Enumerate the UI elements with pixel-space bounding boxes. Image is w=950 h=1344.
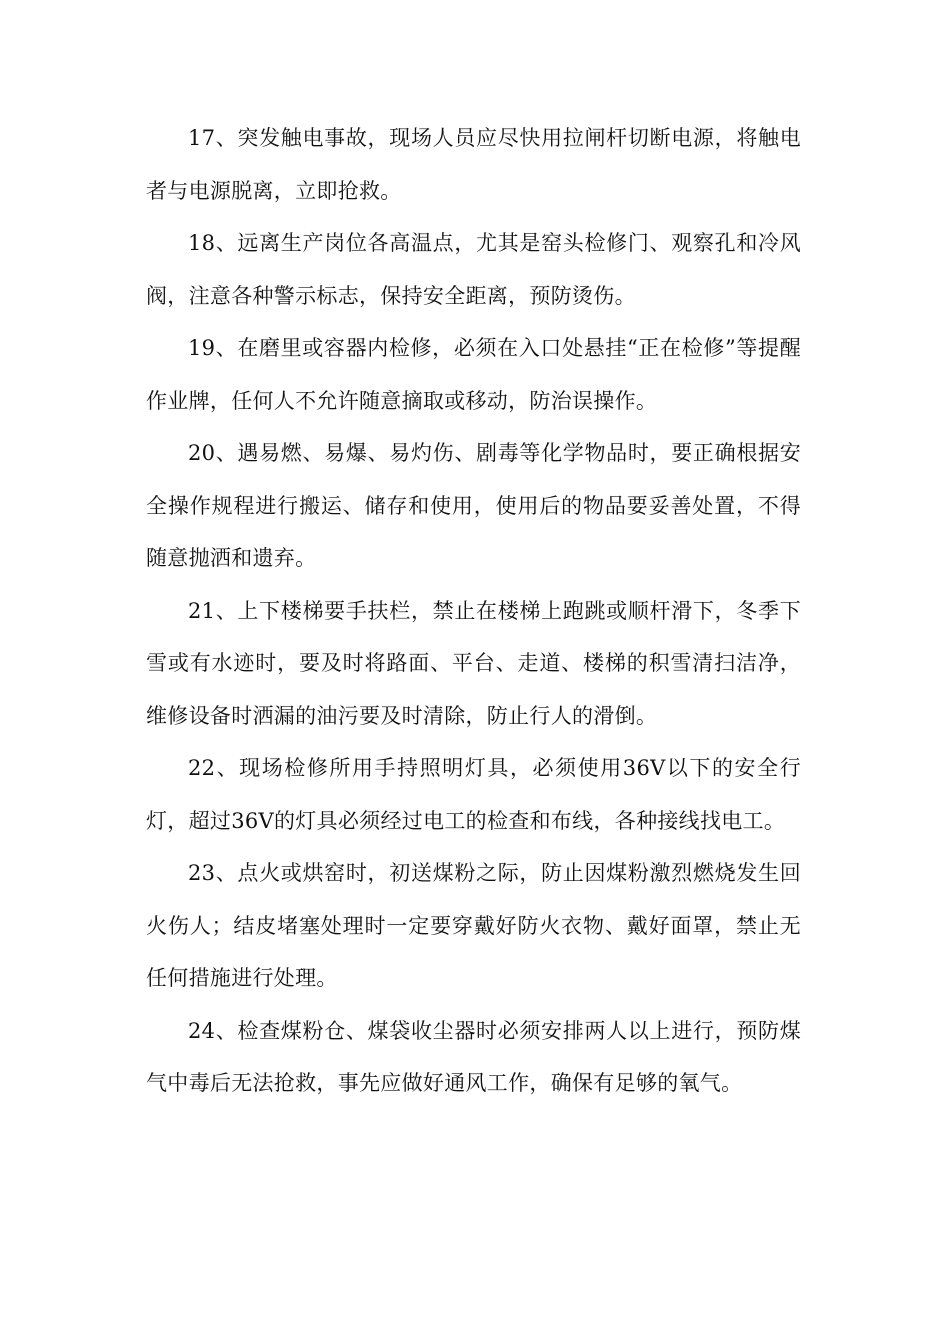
paragraph-22: 22、现场检修所用手持照明灯具，必须使用36V以下的安全行灯，超过36V的灯具必须经过电工的检查和布线，各种接线找电工。 [146,756,801,833]
paragraph-17: 17、突发触电事故，现场人员应尽快用拉闸杆切断电源，将触电者与电源脱离，立即抢救。 [146,126,801,203]
document-body [146,112,801,1110]
paragraph-19: 19、在磨里或容器内检修，必须在入口处悬挂“正在检修”等提醒作业牌，任何人不允许随意摘取或移动，防治误操作。 [146,336,801,413]
paragraph-20: 20、遇易燃、易爆、易灼伤、剧毒等化学物品时，要正确根据安全操作规程进行搬运、储存和使用，使用后的物品要妥善处置，不得随意抛洒和遗弃。 [146,441,801,570]
paragraph-23: 23、点火或烘窑时，初送煤粉之际，防止因煤粉激烈燃烧发生回火伤人；结皮堵塞处理时一定要穿戴好防火衣物、戴好面罩，禁止无任何措施进行处理。 [146,861,801,990]
paragraph-18: 18、远离生产岗位各高温点，尤其是窑头检修门、观察孔和冷风阀，注意各种警示标志，保持安全距离，预防烫伤。 [146,231,801,308]
paragraph-21: 21、上下楼梯要手扶栏，禁止在楼梯上跑跳或顺杆滑下，冬季下雪或有水迹时，要及时将路面、平台、走道、楼梯的积雪清扫洁净，维修设备时洒漏的油污要及时清除，防止行人的滑倒。 [146,598,801,728]
paragraph-24: 24、检查煤粉仓、煤袋收尘器时必须安排两人以上进行，预防煤气中毒后无法抢救，事先应做好通风工作，确保有足够的氧气。 [146,1018,801,1095]
